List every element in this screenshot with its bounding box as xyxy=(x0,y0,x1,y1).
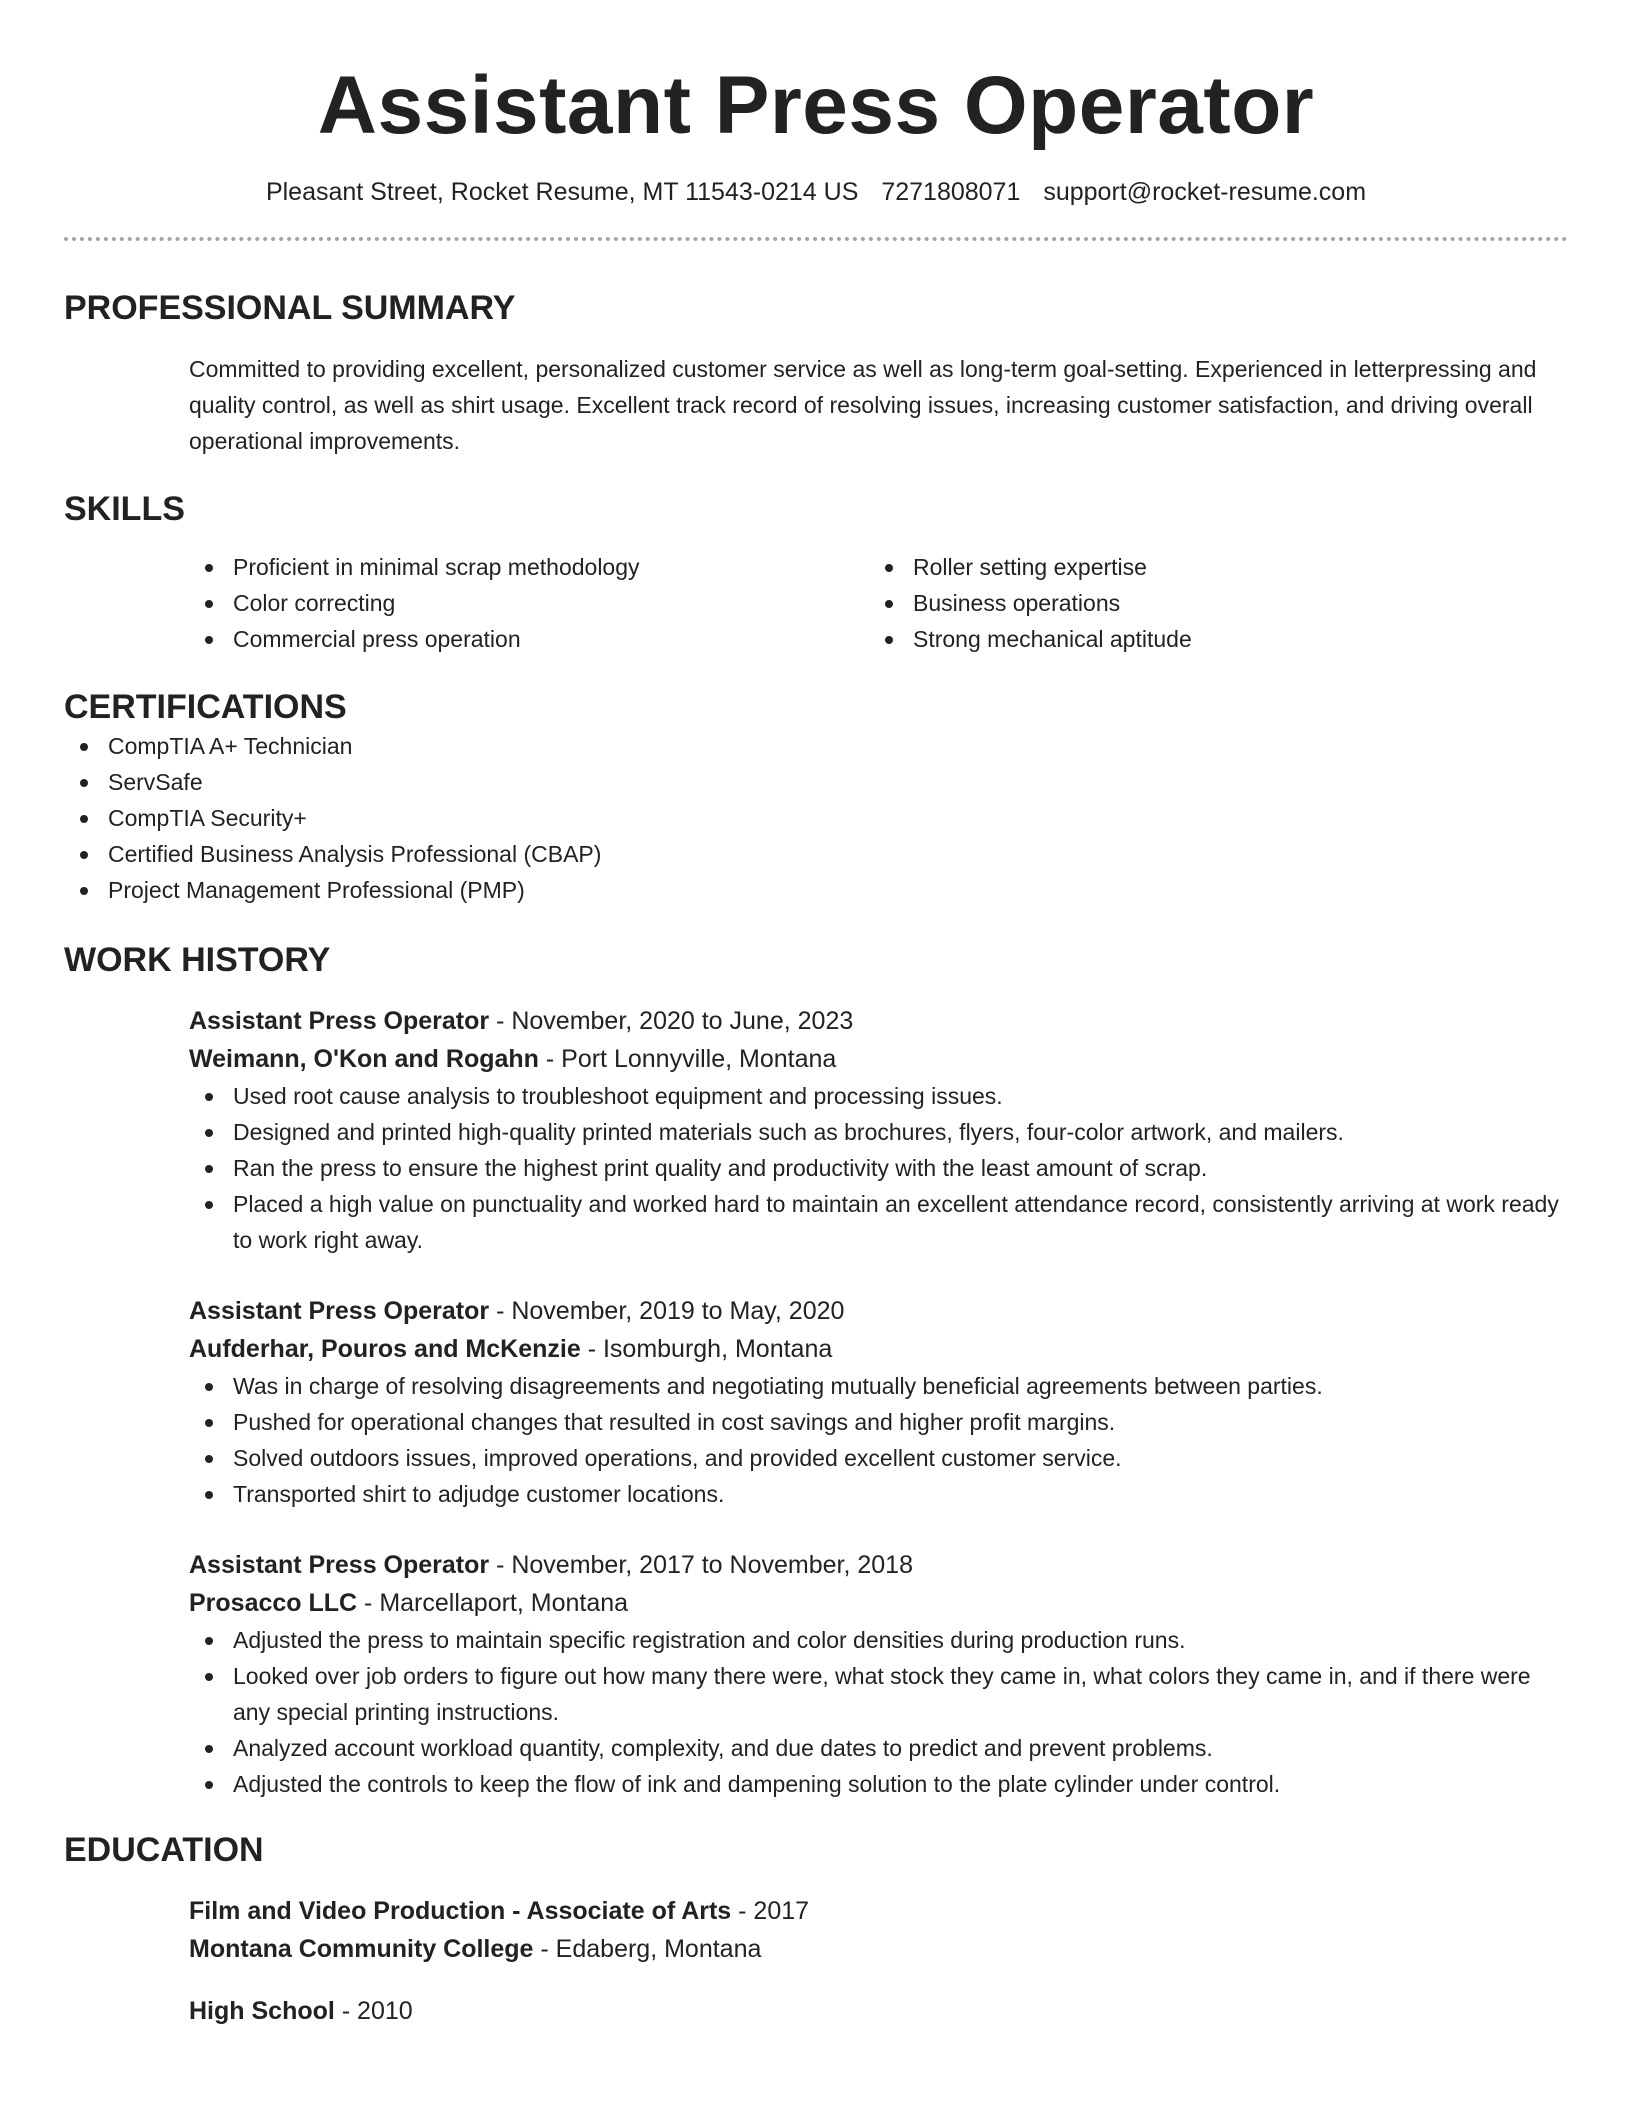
job-location: - Port Lonnyville, Montana xyxy=(538,1045,837,1073)
job-bullet: Adjusted the controls to keep the flow of ink and dampening solution to the plate cylinder under control. xyxy=(189,1766,1568,1802)
job-title-line xyxy=(189,1292,1568,1330)
job-bullet: Looked over job orders to figure out how many there were, what stock they came in, what colors they came in, and if there were any special printing instructions. xyxy=(189,1658,1568,1730)
education-degree: Film and Video Production - Associate of Arts xyxy=(189,1897,732,1925)
education-year: - 2017 xyxy=(731,1897,810,1925)
job-company: Aufderhar, Pouros and McKenzie xyxy=(189,1335,581,1363)
contact-phone: 7271808071 xyxy=(881,178,1021,206)
job-company-line xyxy=(189,1330,1568,1368)
job-bullet: Solved outdoors issues, improved operations, and provided excellent customer service. xyxy=(189,1440,1568,1476)
job-bullet: Placed a high value on punctuality and worked hard to maintain an excellent attendance record, consistently arriving at work ready to work right away. xyxy=(189,1186,1568,1258)
certification-item: CompTIA Security+ xyxy=(64,800,1568,836)
job-bullets xyxy=(189,1368,1568,1512)
section-title-certifications: CERTIFICATIONS xyxy=(64,688,347,726)
job-bullet: Used root cause analysis to troubleshoot equipment and processing issues. xyxy=(189,1078,1568,1114)
job-bullet: Analyzed account workload quantity, complexity, and due dates to predict and prevent problems. xyxy=(189,1730,1568,1766)
header-divider xyxy=(64,237,1568,241)
education-degree-line xyxy=(189,1892,1568,1930)
skills-column-left xyxy=(189,549,869,657)
job-company-line xyxy=(189,1040,1568,1078)
job-dates: - November, 2019 to May, 2020 xyxy=(489,1297,845,1325)
contact-address: Pleasant Street, Rocket Resume, MT 11543-0214 US xyxy=(265,178,859,206)
job-location: - Isomburgh, Montana xyxy=(580,1335,833,1363)
education-school-line xyxy=(189,1930,1568,1968)
job-bullet: Transported shirt to adjudge customer locations. xyxy=(189,1476,1568,1512)
job-role: Assistant Press Operator xyxy=(189,1297,490,1325)
certification-item: Project Management Professional (PMP) xyxy=(64,872,1568,908)
resume-name: Assistant Press Operator xyxy=(317,60,1315,151)
section-title-skills: SKILLS xyxy=(64,490,185,528)
job-dates: - November, 2020 to June, 2023 xyxy=(489,1007,854,1035)
job-bullets xyxy=(189,1078,1568,1258)
certification-item: Certified Business Analysis Professional (CBAP) xyxy=(64,836,1568,872)
job-location: - Marcellaport, Montana xyxy=(357,1589,629,1617)
job-entry xyxy=(189,1292,1568,1512)
job-bullet: Was in charge of resolving disagreements and negotiating mutually beneficial agreements between parties. xyxy=(189,1368,1568,1404)
certification-item: ServSafe xyxy=(64,764,1568,800)
education-degree: High School xyxy=(189,1997,335,2025)
education-year: - 2010 xyxy=(334,1997,413,2025)
job-bullet: Pushed for operational changes that resulted in cost savings and higher profit margins. xyxy=(189,1404,1568,1440)
education-school: Montana Community College xyxy=(189,1935,534,1963)
section-title-work-history: WORK HISTORY xyxy=(64,941,331,979)
job-company: Weimann, O'Kon and Rogahn xyxy=(189,1045,539,1073)
skill-item: Roller setting expertise xyxy=(869,549,1469,585)
job-company: Prosacco LLC xyxy=(189,1589,358,1617)
skill-item: Commercial press operation xyxy=(189,621,869,657)
job-dates: - November, 2017 to November, 2018 xyxy=(489,1551,913,1579)
skills-grid xyxy=(189,549,1568,657)
skill-item: Business operations xyxy=(869,585,1469,621)
summary-text: Committed to providing excellent, personalized customer service as well as long-term goal-setting. Experienced in letterpressing and quality control, as well as shirt usage. Excellent track record of resolving issues, increasing customer satisfaction, and driving overall operational improvements. xyxy=(189,356,1537,454)
contact-email: support@rocket-resume.com xyxy=(1043,178,1367,206)
education-entry xyxy=(189,1892,1568,1968)
job-bullet: Adjusted the press to maintain specific registration and color densities during production runs. xyxy=(189,1622,1568,1658)
job-title-line xyxy=(189,1546,1568,1584)
job-bullets xyxy=(189,1622,1568,1802)
education-entry xyxy=(189,1992,1568,2030)
job-bullet: Ran the press to ensure the highest print quality and productivity with the least amount of scrap. xyxy=(189,1150,1568,1186)
skills-column-right xyxy=(869,549,1469,657)
job-bullet: Designed and printed high-quality printed materials such as brochures, flyers, four-color artwork, and mailers. xyxy=(189,1114,1568,1150)
certification-item: CompTIA A+ Technician xyxy=(64,728,1568,764)
section-title-summary: PROFESSIONAL SUMMARY xyxy=(64,289,516,327)
job-entry xyxy=(189,1002,1568,1258)
education-location: - Edaberg, Montana xyxy=(533,1935,762,1963)
job-company-line xyxy=(189,1584,1568,1622)
contact-line xyxy=(64,176,1568,208)
certifications-list xyxy=(64,728,1568,908)
skill-item: Color correcting xyxy=(189,585,869,621)
education-degree-line xyxy=(189,1992,1568,2030)
job-role: Assistant Press Operator xyxy=(189,1007,490,1035)
skill-item: Proficient in minimal scrap methodology xyxy=(189,549,869,585)
job-title-line xyxy=(189,1002,1568,1040)
job-role: Assistant Press Operator xyxy=(189,1551,490,1579)
skill-item: Strong mechanical aptitude xyxy=(869,621,1469,657)
job-entry xyxy=(189,1546,1568,1802)
section-title-education: EDUCATION xyxy=(64,1831,264,1869)
